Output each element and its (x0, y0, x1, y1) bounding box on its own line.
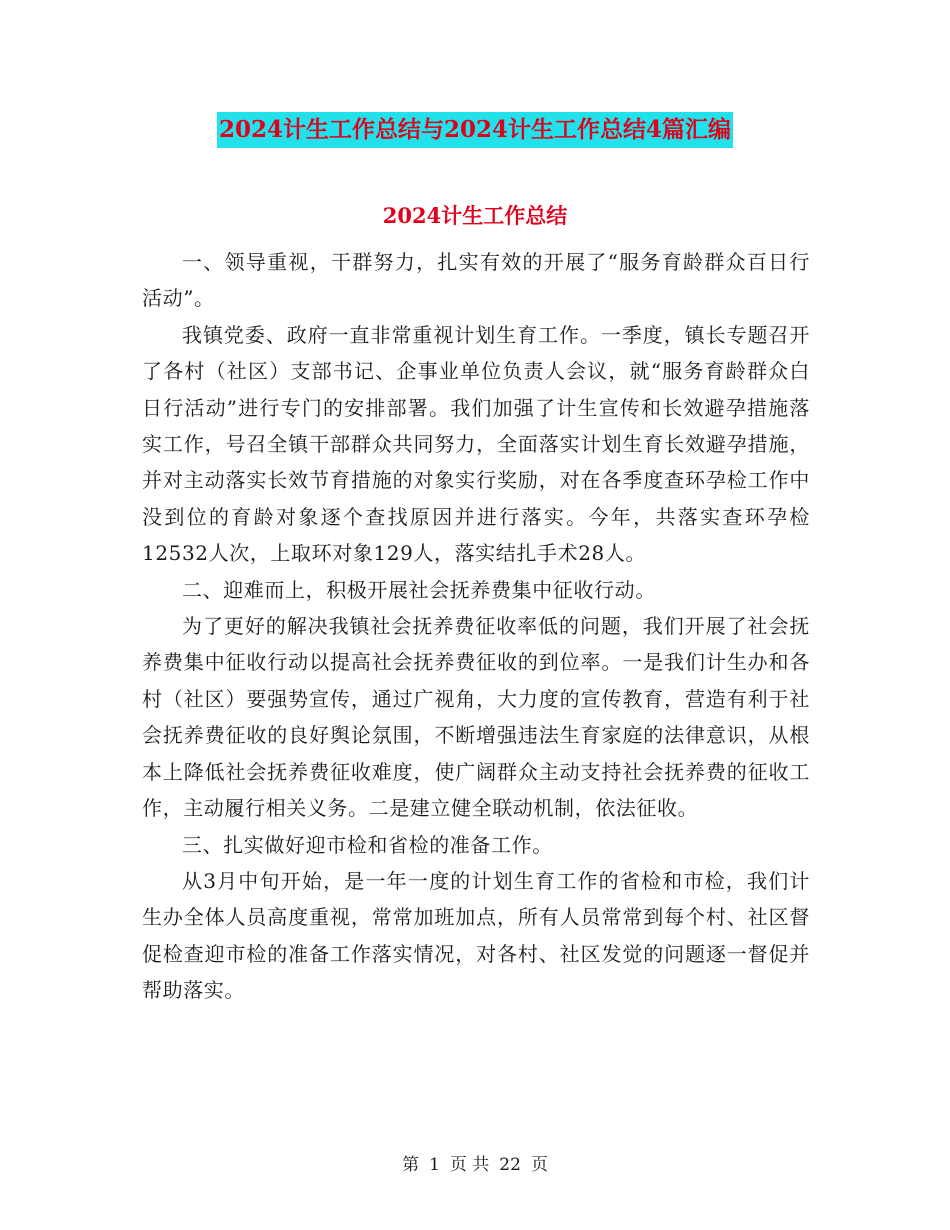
section-title: 2024计生工作总结 (382, 203, 568, 228)
document-title: 2024计生工作总结与2024计生工作总结4篇汇编 (217, 112, 733, 148)
paragraph-body-2: 为了更好的解决我镇社会抚养费征收率低的问题，我们开展了社会抚养费集中征收行动以提高社会抚养费征收的到位率。一是我们计生办和各村（社区）要强势宣传，通过广视角，大力度的宣传教育，营造有利于社会抚养费征收的良好舆论氛围，不断增强违法生育家庭的法律意识，从根本上降低社会抚养费征收难度，使广阔群众主动支持社会抚养费的征收工作，主动履行相关义务。二是建立健全联动机制，依法征收。 (142, 614, 810, 821)
paragraph-body-1: 我镇党委、政府一直非常重视计划生育工作。一季度，镇长专题召开了各村（社区）支部书记、企事业单位负责人会议，就“服务育龄群众白日行活动”进行专门的安排部署。我们加强了计生宣传和长效避孕措施落实工作，号召全镇干部群众共同努力，全面落实计划生育长效避孕措施，并对主动落实长效节育措施的对象实行奖励，对在各季度查环孕检工作中没到位的育龄对象逐个查找原因并进行落实。今年，共落实查环孕检12532人次，上取环对象129人，落实结扎手术28人。 (142, 322, 810, 566)
page-footer (0, 1153, 950, 1177)
paragraph-heading-2: 二、迎难而上，积极开展社会抚养费集中征收行动。 (182, 577, 656, 602)
paragraph-heading-3: 三、扎实做好迎市检和省检的准备工作。 (182, 832, 553, 857)
footer-page-middle: 页 共 (449, 1155, 490, 1175)
paragraph-body-3: 从3月中旬开始，是一年一度的计划生育工作的省检和市检，我们计生办全体人员高度重视，常常加班加点，所有人员常常到每个村、社区督促检查迎市检的准备工作落实情况，对各村、社区发觉的问题逐一督促并帮助落实。 (142, 868, 810, 1003)
footer-page-prefix: 第 (402, 1155, 420, 1175)
document-body (142, 244, 810, 1009)
document-title-container (0, 112, 950, 148)
footer-page-number: 1 (429, 1155, 440, 1175)
footer-page-suffix: 页 (530, 1155, 548, 1175)
paragraph-heading-1: 一、领导重视，干群努力，扎实有效的开展了“服务育龄群众百日行活动”。 (142, 250, 810, 311)
footer-total-pages: 22 (499, 1155, 521, 1175)
